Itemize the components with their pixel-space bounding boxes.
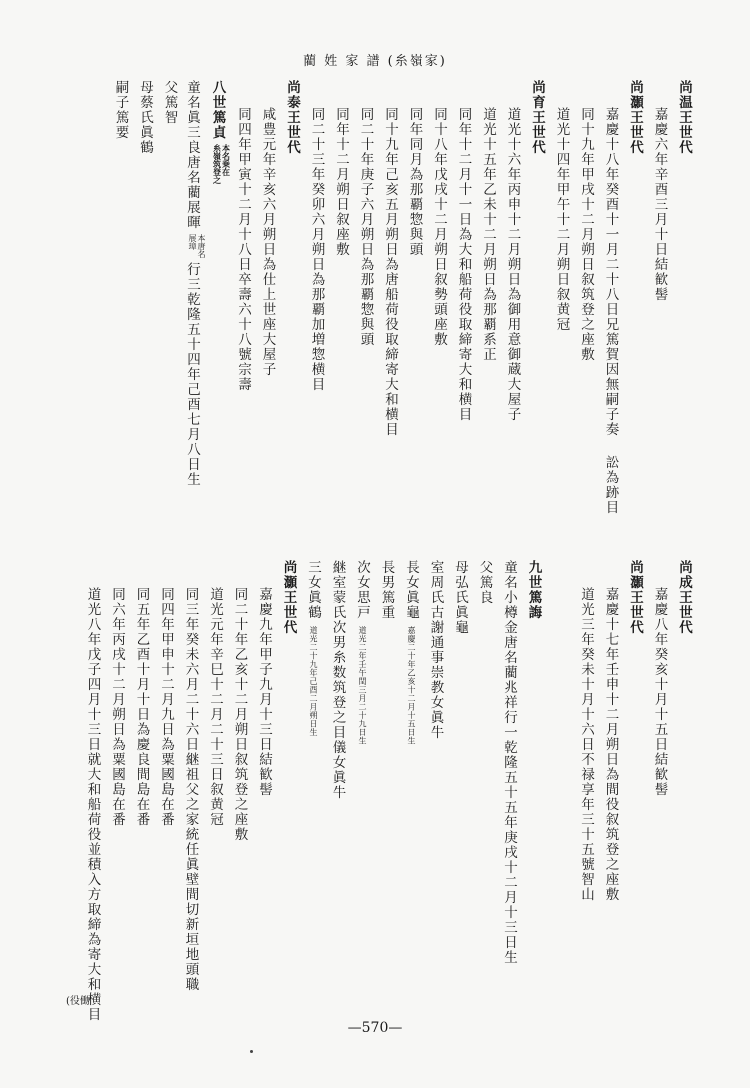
name-note: 本唐名 展璋 <box>188 234 206 258</box>
continuation-note: (役働 <box>66 996 90 1007</box>
column-spacer <box>546 560 574 1022</box>
generation-heading: 九世篤誨 <box>525 560 542 620</box>
column-text: 長女眞龜 <box>403 560 419 620</box>
reign-heading: 尚温王世代 <box>676 80 692 155</box>
column-text: 三女眞鶴 <box>305 560 321 620</box>
text-column: 童名小樽金唐名藺兆祥行一乾隆五十五年庚戌十二月十三日生 <box>501 560 517 965</box>
text-column: 同四年甲寅十二月十八日卒壽六十八號宗壽 <box>235 107 251 392</box>
text-column: 同六年丙戌十二月朔日為粟國島在番 <box>109 587 125 827</box>
text-column: 母弘氏眞龜 <box>452 560 468 635</box>
text-column: 母蔡氏眞鶴 <box>137 80 153 155</box>
text-column: 同四年甲申十二月九日為粟國島在番 <box>158 587 174 827</box>
text-column: 同年十二月十一日為大和船荷役取締寄大和横目 <box>455 107 472 422</box>
text-column: 室周氏古謝通事崇教女眞牛 <box>427 560 444 740</box>
page-header: 藺 姓 家 譜 (糸嶺家) <box>303 54 447 69</box>
text-column: 嘉慶十七年壬申十二月朔日為間役叙筑登之座敷 <box>602 587 619 902</box>
text-column: 道光八年戊子四月十三日就大和船荷役並積入方取締為寄大和横目 <box>84 587 101 1022</box>
generation-heading <box>206 80 231 515</box>
text-column: 嘉慶八年癸亥十月十五日結歓髻 <box>651 587 668 797</box>
column-text: 行三乾隆五十四年己酉七月八日生 <box>184 262 200 487</box>
text-column: 同五年乙酉十月十日為慶良間島在番 <box>133 587 150 827</box>
birth-note: 道光二年壬午閏三月二十九日生 <box>358 626 367 745</box>
reign-heading: 尚灝王世代 <box>280 560 297 635</box>
page-number: —570— <box>347 1020 403 1036</box>
birth-note: 道光二十九年己酉二月朔日生 <box>309 626 318 737</box>
text-column: 長男篤重 <box>378 560 395 620</box>
reign-heading: 尚泰王世代 <box>284 80 300 155</box>
birth-note: 嘉慶二十年乙亥十二月十五日生 <box>407 626 416 745</box>
text-column <box>182 80 207 515</box>
text-column: 嘉慶六年辛酉三月十日結歓髻 <box>651 107 668 302</box>
text-column: 同二十年庚子六月朔日為那覇惣與頭 <box>357 107 374 347</box>
text-column <box>301 560 326 1022</box>
text-column: 道光十五年乙未十二月朔日為那覇系正 <box>480 107 496 362</box>
column-text: 次女思戸 <box>354 560 370 620</box>
text-column <box>598 80 623 515</box>
reign-heading: 尚育王世代 <box>529 80 545 155</box>
text-column: 道光元年辛巳十二月二十三日叙黄冠 <box>207 587 223 827</box>
text-column: 同年同月為那覇惣與頭 <box>406 107 423 257</box>
text-column: 咸豊元年辛亥六月朔日為仕上世座大屋子 <box>259 107 276 377</box>
lower-text-block <box>80 560 696 1022</box>
text-column: 父篤良 <box>476 560 493 605</box>
column-text: 童名眞三良唐名藺展暉 <box>184 80 200 230</box>
scan-speck <box>250 1050 253 1053</box>
upper-text-block <box>108 80 696 515</box>
text-column: 同二十三年癸卯六月朔日為那覇加増惣横目 <box>308 107 325 392</box>
reign-heading: 尚成王世代 <box>676 560 692 635</box>
text-column: 同十九年己亥五月朔日為唐船荷役取締寄大和横目 <box>382 107 398 437</box>
text-column: 継室蒙氏次男糸数筑登之目儀女眞牛 <box>329 560 346 800</box>
column-text: 嘉慶十八年癸酉十一月二十八日兄篤賀因無嗣子奏 <box>602 107 619 437</box>
text-column: 嘉慶九年甲子九月十三日結歓髻 <box>256 587 272 797</box>
text-column: 同年十二月朔日叙座敷 <box>333 107 349 257</box>
reign-heading: 尚灝王世代 <box>627 80 643 155</box>
text-column: 嗣子篤要 <box>112 80 129 140</box>
text-column: 同三年癸未六月二十六日継祖父之家統任眞壁間切新垣地頭職 <box>182 587 199 992</box>
text-column: 同十九年甲戌十二月朔日叙筑登之座敷 <box>578 107 594 362</box>
column-text: 訟為跡目 <box>602 455 619 515</box>
text-column: 父篤智 <box>161 80 178 125</box>
text-column: 道光十四年甲午十二月朔日叙黄冠 <box>553 107 570 332</box>
text-column: 同十八年戊戌十二月朔日叙勢頭座敷 <box>431 107 447 347</box>
text-column <box>399 560 424 1022</box>
name-note: 本名乗在 糸嶺筑登之 <box>212 144 232 184</box>
text-column <box>350 560 375 1022</box>
text-column: 道光三年癸未十月十六日不禄享年三十五號智山 <box>578 587 594 902</box>
generation-title: 八世篤貞 <box>209 80 226 140</box>
reign-heading: 尚灝王世代 <box>627 560 643 635</box>
text-column: 道光十六年丙申十二月朔日為御用意御蔵大屋子 <box>504 107 521 422</box>
text-column: 同二十年乙亥十二月朔日叙筑登之座敷 <box>231 587 248 842</box>
